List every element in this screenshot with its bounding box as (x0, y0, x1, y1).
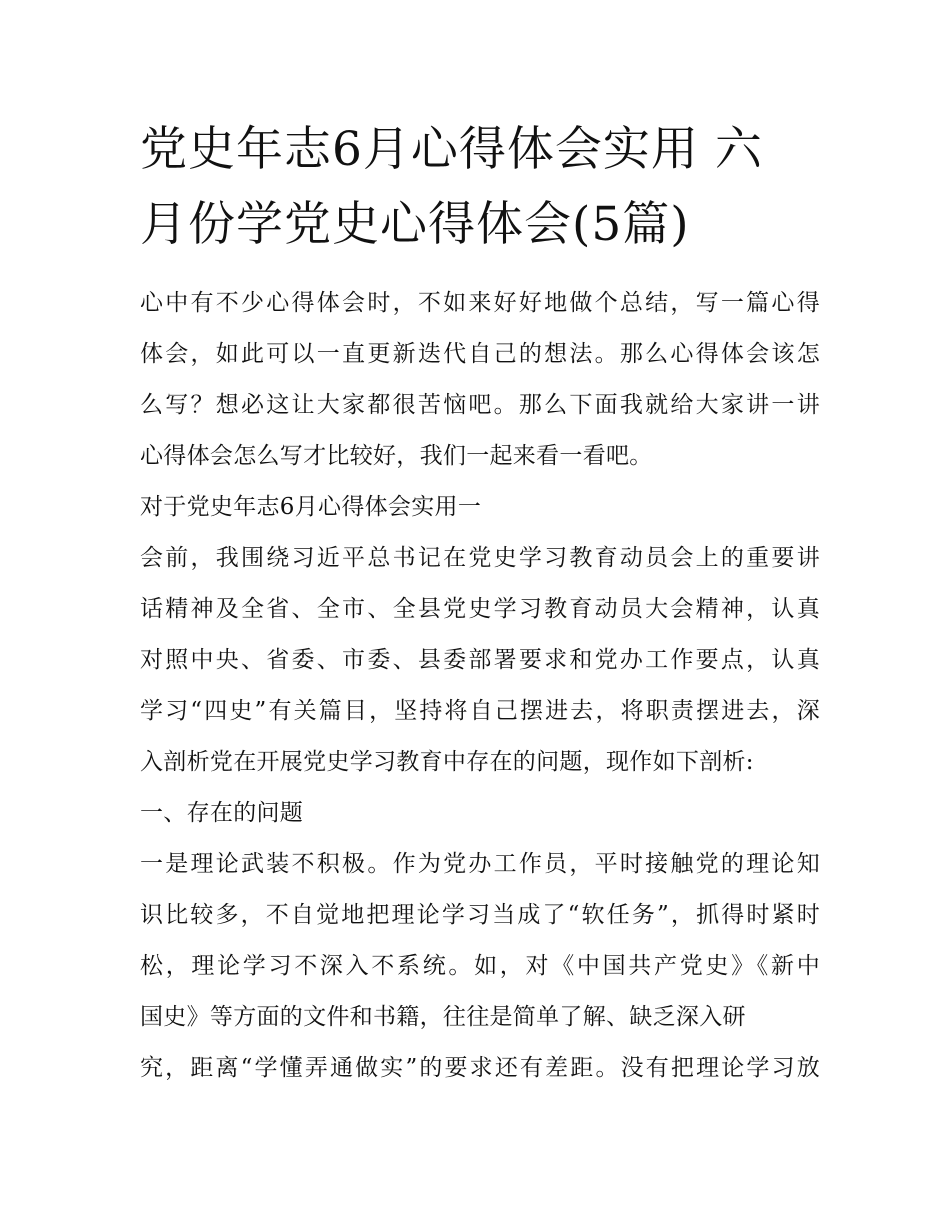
paragraph-line: 心中有不少心得体会时，不如来好好地做个总结，写一篇心得 (140, 290, 820, 316)
section-heading: 对于党史年志6月心得体会实用一 (140, 494, 482, 520)
title-line: 月份学党史心得体会(5篇) (140, 197, 690, 252)
paragraph-line: 识比较多，不自觉地把理论学习当成了“软任务”，抓得时紧时 (140, 902, 820, 928)
document-title (140, 112, 820, 262)
paragraph-line: 话精神及全省、全市、全县党史学习教育动员大会精神，认真 (140, 596, 820, 622)
paragraph-line: 一是理论武装不积极。作为党办工作员，平时接触党的理论知 (140, 851, 820, 877)
paragraph-line: 么写？想必这让大家都很苦恼吧。那么下面我就给大家讲一讲 (140, 392, 820, 418)
paragraph-line: 学习“四史”有关篇目，坚持将自己摆进去，将职责摆进去，深 (140, 698, 820, 724)
paragraph-line: 入剖析党在开展党史学习教育中存在的问题，现作如下剖析: (140, 749, 754, 775)
paragraph-line: 国史》等方面的文件和书籍，往往是简单了解、缺乏深入研 (140, 1004, 746, 1030)
paragraph-line: 心得体会怎么写才比较好，我们一起来看一看吧。 (140, 443, 653, 469)
section-heading: 一、存在的问题 (140, 800, 304, 826)
paragraph-line: 会前，我围绕习近平总书记在党史学习教育动员会上的重要讲 (140, 545, 820, 571)
paragraph-line: 松，理论学习不深入不系统。如，对《中国共产党史》《新中 (140, 953, 820, 979)
paragraph-line: 体会，如此可以一直更新迭代自己的想法。那么心得体会该怎 (140, 341, 820, 367)
paragraph-line: 究，距离“学懂弄通做实”的要求还有差距。没有把理论学习放 (140, 1055, 820, 1081)
document-body (140, 278, 820, 1094)
paragraph-line: 对照中央、省委、市委、县委部署要求和党办工作要点，认真 (140, 647, 820, 673)
title-line: 党史年志6月心得体会实用 六 (140, 122, 763, 177)
